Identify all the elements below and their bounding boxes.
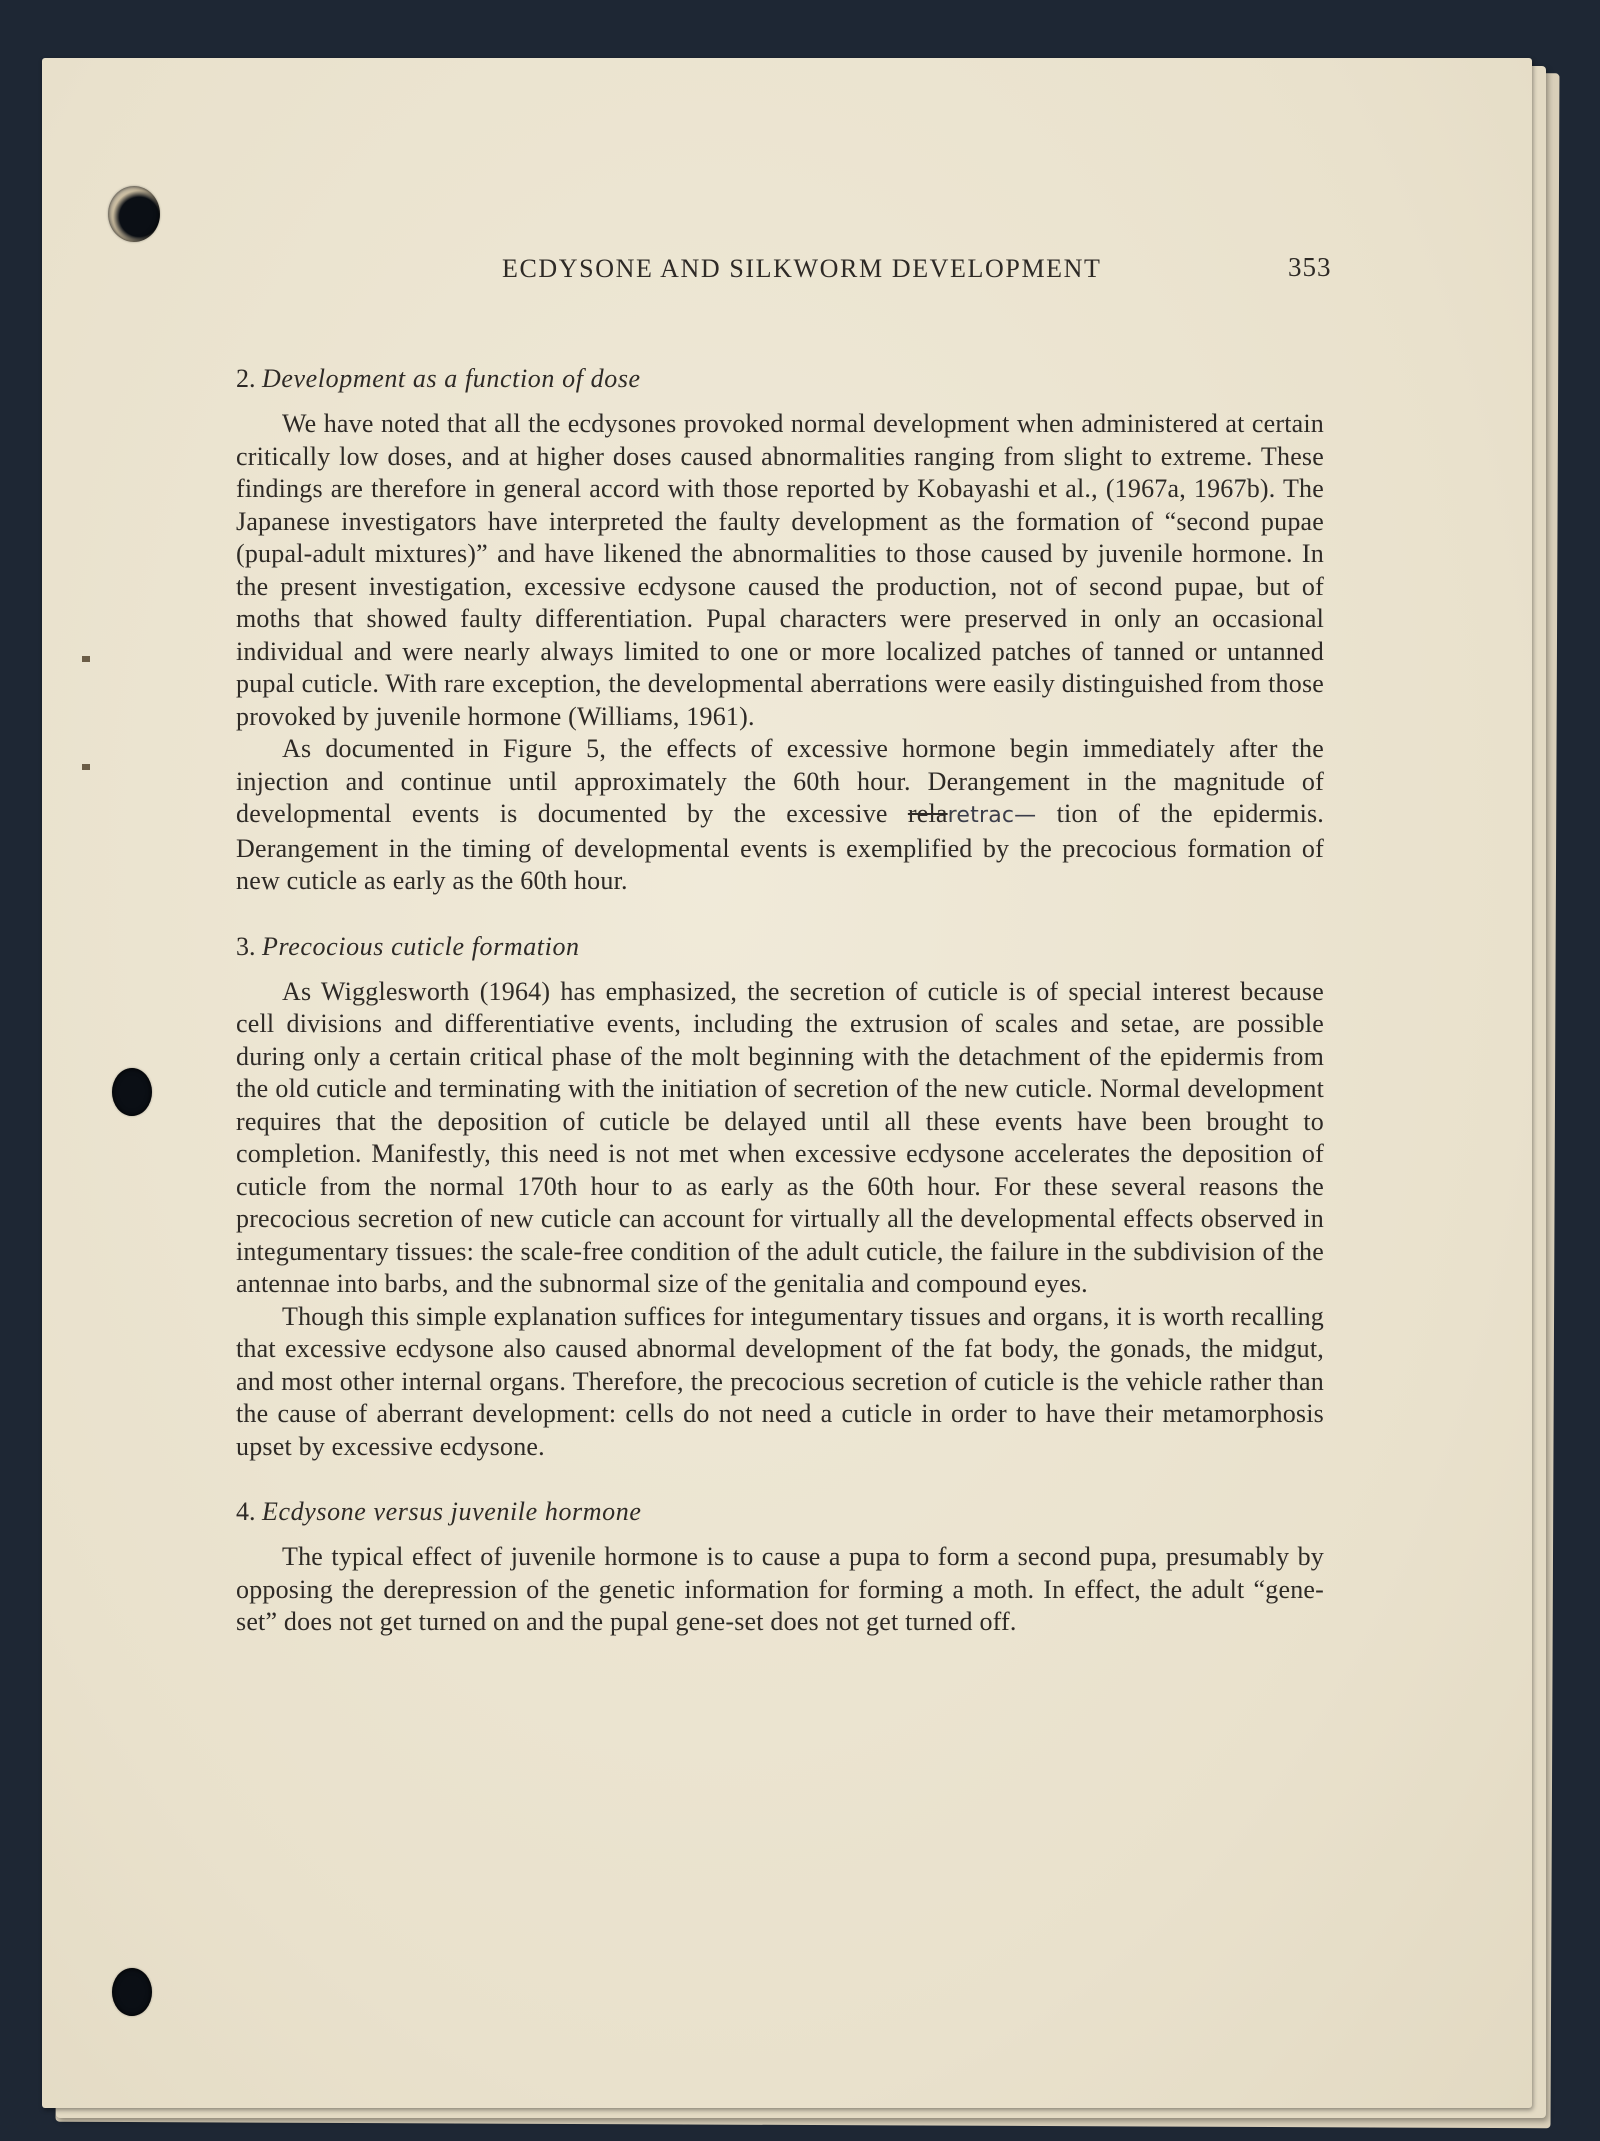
margin-tick xyxy=(82,764,90,770)
paragraph-text: tion of the epidermis. Derangement in the timing of developmental events is exemplified by the precocious formation of new cuticle as early as the 60th hour. xyxy=(236,799,1325,895)
paragraph xyxy=(236,733,1324,898)
handwritten-correction: retrac— xyxy=(947,803,1037,828)
section-heading xyxy=(236,928,1324,966)
section-title: Development as a function of dose xyxy=(262,364,641,393)
article-body xyxy=(236,360,1324,1639)
punch-hole xyxy=(112,1068,152,1116)
paragraph-text: As documented in Figure 5, the effects of excessive hormone begin immediately after the injection and continue until approximately the 60th hour. Derangement in the magnitude of developmental events is documented by the excessive xyxy=(236,734,1324,828)
section-number: 4. xyxy=(236,1497,256,1526)
section-title: Ecdysone versus juvenile hormone xyxy=(262,1497,642,1526)
section-number: 3. xyxy=(236,931,256,961)
section-heading xyxy=(236,1493,1324,1531)
section-number: 2. xyxy=(236,364,256,393)
section-heading xyxy=(236,360,1324,398)
margin-tick xyxy=(82,656,90,662)
paragraph: As Wigglesworth (1964) has emphasized, the secretion of cuticle is of special interest because cell divisions and differentiative events, including the extrusion of scales and setae, are possible during only a certain critical phase of the molt beginning with the detachment of the epidermis from the old cuticle and terminating with the initiation of secretion of the new cuticle. Normal development requires that the deposition of cuticle be delayed until all these events have been brought to completion. Manifestly, this need is not met when excessive ecdysone accelerates the deposition of cuticle from the normal 170th hour to as early as the 60th hour. For these several reasons the precocious secretion of new cuticle can account for virtually all the developmental effects observed in integumentary tissues: the scale-free condition of the adult cuticle, the failure in the subdivision of the antennae into barbs, and the subnormal size of the genitalia and compound eyes. xyxy=(236,976,1324,1298)
page xyxy=(42,58,1532,2108)
paragraph: The typical effect of juvenile hormone is to cause a pupa to form a second pupa, presumably by opposing the derepression of the genetic information for forming a moth. In effect, the adult “gene-set” does not get turned on and the pupal gene-set does not get turned off. xyxy=(236,1542,1324,1636)
punch-hole xyxy=(108,186,160,242)
page-number: 353 xyxy=(1288,252,1332,282)
paragraph: We have noted that all the ecdysones provoked normal development when administered at certain critically low doses, and at higher doses caused abnormalities ranging from slight to extreme. These findings are therefore in general accord with those reported by Kobayashi et al., (1967a, 1967b). The Japanese investigators have interpreted the faulty development as the formation of “second pupae (pupal-adult mixtures)” and have likened the abnormalities to those caused by juvenile hormone. In the present investigation, excessive ecdysone caused the production, not of second pupae, but of moths that showed faulty differentiation. Pupal characters were preserved in only an occasional individual and were nearly always limited to one or more localized patches of tanned or untanned pupal cuticle. With rare exception, the developmental aberrations were easily distinguished from those provoked by juvenile hormone (Williams, 1961). xyxy=(236,409,1324,731)
struck-text: rela xyxy=(907,799,948,828)
punch-hole xyxy=(112,1968,152,2016)
paragraph: Though this simple explanation suffices for integumentary tissues and organs, it is worth recalling that excessive ecdysone also caused abnormal development of the fat body, the gonads, the midgut, and most other internal organs. Therefore, the precocious secretion of cuticle is the vehicle rather than the cause of aberrant development: cells do not need a cuticle in order to have their metamorphosis upset by excessive ecdysone. xyxy=(236,1301,1324,1461)
running-head: ECDYSONE AND SILKWORM DEVELOPMENT xyxy=(502,254,1102,283)
section-title: Precocious cuticle formation xyxy=(262,931,580,961)
